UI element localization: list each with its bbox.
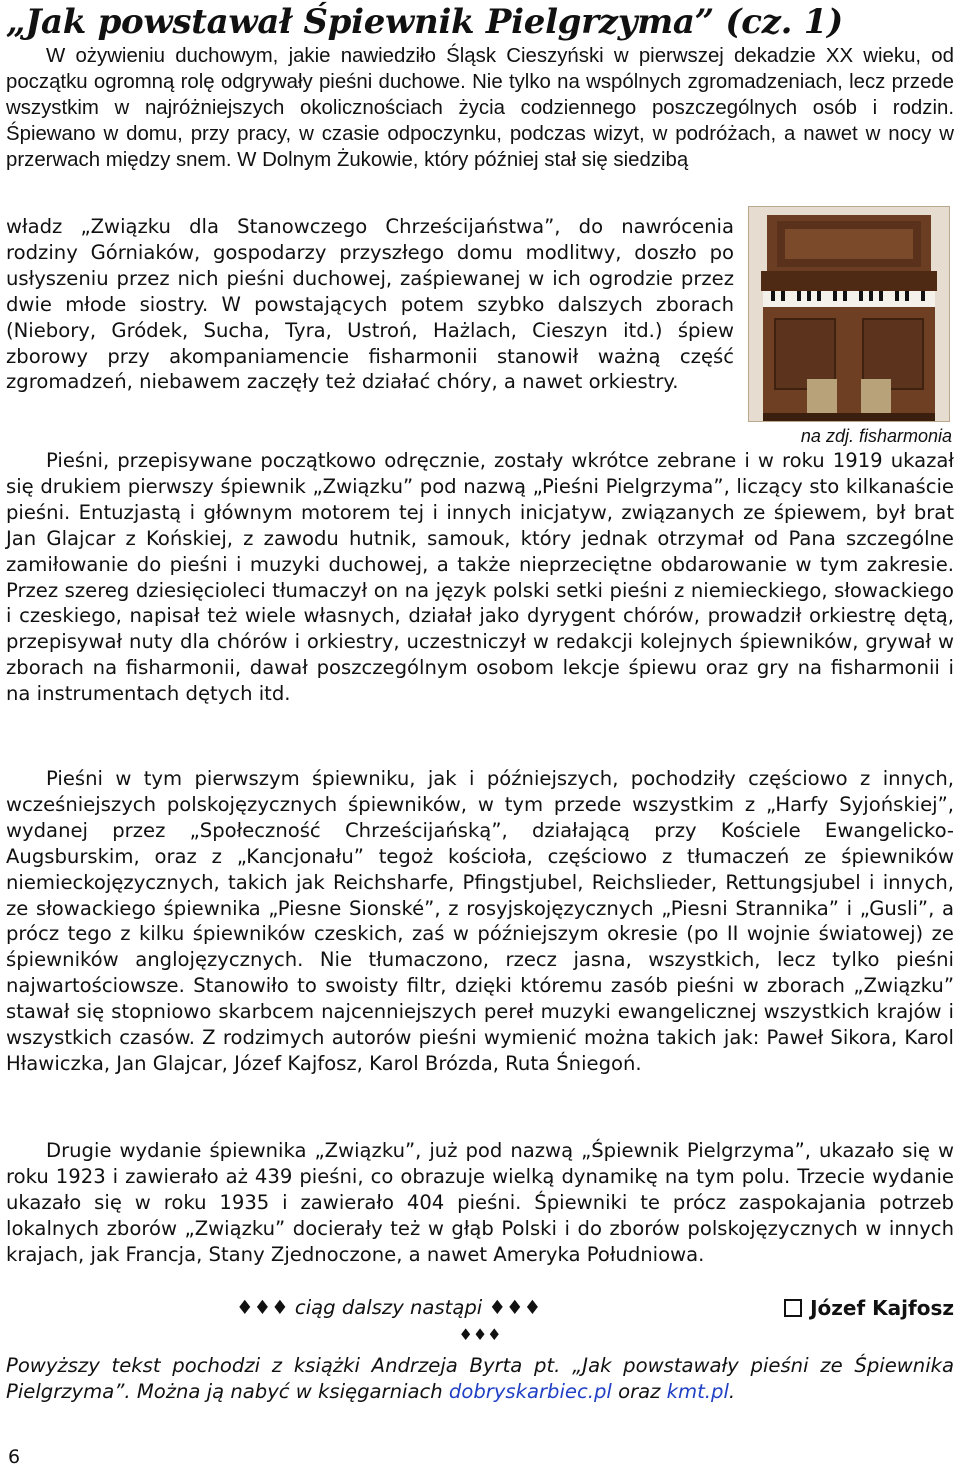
author-name: Józef Kajfosz [810, 1296, 954, 1320]
paragraph-1-text: W ożywieniu duchowym, jakie nawiedziło Śląsk Cieszyński w pierwszej dekadzie XX wieku, od początku ogromną rolę odgrywały pieśni duchowe. Nie tylko na wspólnych zgromadzeniach, lecz przede wszystkim w najróżniejszych okolicznościach życia codziennego poszczególnych osób i rodzin. Śpiewano w domu, przy pracy, w czasie odpoczynku, podczas wizyt, w podróżach, a nawet w nocy w przerwach między snem. W Dolnym Żukowie, który później stał się siedzibą [6, 45, 954, 171]
source-note-text: Powyższy tekst pochodzi z książki Andrzeja Byrta pt. „Jak powstawały pieśni ze Śpiewnika Pielgrzyma”. Można ją nabyć w księgarniach [6, 1354, 954, 1403]
harmonium-icon [749, 207, 949, 421]
paragraph-3-text: Pieśni w tym pierwszym śpiewniku, jak i późniejszych, pochodziły częściowo z innych, wcześniejszych polskojęzycznych śpiewników, w tym przede wszystkim z „Harfy Syjońskiej”, wydanej przez „Społeczność Chrześcijańską”, działającą przy Kościele Ewangelicko-Augsburskim, oraz z „Kancjonału” tegoż kościoła, częściowo z tłumaczeń ze śpiewników niemieckojęzycznych, takich jak Reichsharfe, Pfingstjubel, Reichslieder, Rettungsjubel i innych, ze słowackiego śpiewnika „Piesne Sionské”, z rosyjskojęzycznych „Piesni Strannika” i „Gusli”, a prócz tego z kilku śpiewników czeskich, zaś w późniejszym okresie (po II wojnie światowej) ze śpiewników anglojęzycznych. Nie tłumaczono, rzecz jasna, wszystkich, lecz tylko pieśni najwartościowsze. Stanowiło to swoisty filtr, dzięki któremu zasób pieśni w zborach „Związku” stawał się stopniowo skarbcem najcenniejszych pereł muzyki ewangelicznej wszystkich krajów i wszystkich czasów. Z rodzimych autorów pieśni wymienić można takich jak: Paweł Sikora, Karol Hławiczka, Jan Glajcar, Józef Kajfosz, Karol Brózda, Ruta Śniegoń. [6, 767, 954, 1075]
source-note [6, 1353, 954, 1405]
paragraph-3 [6, 766, 954, 1077]
author-signature [784, 1296, 954, 1320]
paragraph-4 [6, 1138, 954, 1268]
page-number: 6 [8, 1446, 21, 1468]
photo-caption: na zdj. fisharmonia [800, 426, 952, 446]
source-note-mid: oraz [611, 1379, 667, 1403]
checkbox-icon [784, 1299, 802, 1317]
article-title: „Jak powstawał Śpiewnik Pielgrzyma” (cz. 1) [6, 2, 843, 42]
paragraph-1 [6, 44, 954, 174]
paragraph-2-text: Pieśni, przepisywane początkowo odręcznie, zostały wkrótce zebrane i w roku 1919 ukazał się drukiem pierwszy śpiewnik „Związku” pod nazwą „Pieśni Pielgrzyma”, liczący sto kilkanaście pieśni. Entuzjastą i głównym motorem tej i innych inicjatyw, związanych ze śpiewem, był brat Jan Glajcar z Końskiej, z zawodu hutnik, samouk, który jednak otrzymał od Pana szczególne zamiłowanie do pieśni i muzyki duchowej, a także nieprzeciętne obdarowanie w tym zakresie. Przez szereg dziesięcioleci tłumaczył on na język polski setki pieśni z niemieckiego, słowackiego i czeskiego, napisał też wiele własnych, działał jako dyrygent chórów, prowadził orkiestrę dętą, przepisywał nuty dla chórów i orkiestry, uczestniczył w redakcji kolejnych śpiewników, grywał w zborach na fisharmonii, dawał poszczególnym osobom lekcje śpiewu oraz gry na fisharmonii i na instrumentach dętych itd. [6, 449, 954, 706]
harmonium-photo [748, 206, 950, 422]
continuation-row [6, 1296, 954, 1324]
link-kmt[interactable]: kmt.pl [666, 1379, 729, 1403]
source-note-end: . [728, 1379, 736, 1403]
paragraph-4-text: Drugie wydanie śpiewnika „Związku”, już pod nazwą „Śpiewnik Pielgrzyma”, ukazało się w roku 1923 i zawierało aż 439 pieśni, co obrazuje wielką dynamikę na tym polu. Trzecie wydanie ukazało się w roku 1935 i zawierało 404 pieśni. Śpiewniki te prócz zaspokajania potrzeb lokalnych zborów „Związku” docierały też w głąb Polski i do zborów polskojęzycznych w innych krajach, jak Francja, Stany Zjednoczone, a nawet Ameryka Południowa. [6, 1139, 954, 1266]
paragraph-1-continued [6, 214, 734, 395]
link-dobryskarbiec[interactable]: dobryskarbiec.pl [448, 1379, 612, 1403]
paragraph-1b-text: władz „Związku dla Stanowczego Chrześcijaństwa”, do nawrócenia rodziny Górniaków, gospodarzy przyszłego domu modlitwy, doszło po usłyszeniu przez nich pieśni duchowej, zaśpiewanej w ich ogrodzie przez dwie młode siostry. W powstających potem szybko dalszych zborach (Niebory, Gródek, Sucha, Tyra, Ustroń, Hażlach, Cieszyn itd.) śpiew zborowy przy akompaniamencie fisharmonii stanowił ważną część zgromadzeń, niebawem zaczęły też działać chóry, a nawet orkiestry. [6, 215, 734, 394]
continuation-note: ♦♦♦ ciąg dalszy nastąpi ♦♦♦ [236, 1296, 542, 1319]
diamond-separator: ♦♦♦ [458, 1325, 502, 1344]
paragraph-2 [6, 448, 954, 707]
